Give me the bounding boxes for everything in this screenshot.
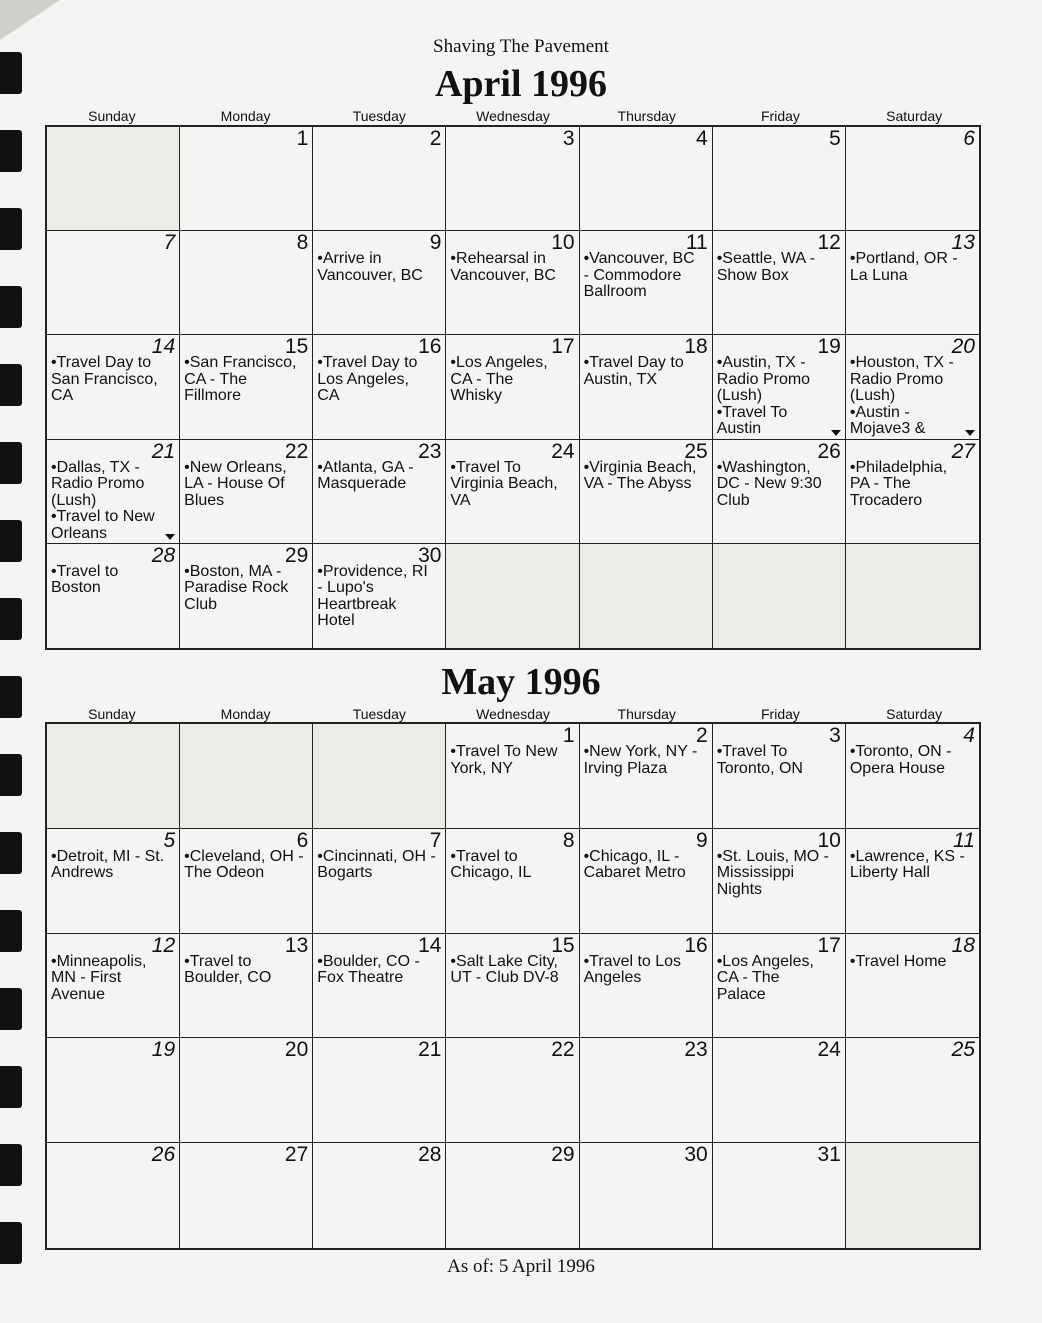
- event-entry[interactable]: •Austin, TX - Radio Promo (Lush): [716, 354, 811, 405]
- day-number: 9: [696, 828, 708, 852]
- event-list: [51, 564, 176, 597]
- calendar-day-cell[interactable]: [846, 1143, 979, 1248]
- event-entry[interactable]: •Travel to Boulder, CO: [184, 952, 272, 987]
- day-number: 17: [817, 933, 841, 957]
- day-number: 26: [817, 439, 841, 463]
- may-title: May 1996: [441, 661, 601, 703]
- event-entry[interactable]: •Cincinnati, OH - Bogarts: [317, 847, 436, 882]
- calendar-day-cell[interactable]: [446, 829, 579, 934]
- day-number: 3: [829, 724, 841, 747]
- calendar-day-cell[interactable]: [47, 231, 180, 335]
- day-number: 1: [562, 724, 575, 747]
- day-number: 7: [429, 828, 442, 852]
- weekday-label: Wednesday: [476, 108, 550, 124]
- calendar-day-cell[interactable]: [47, 934, 180, 1039]
- day-number: 22: [284, 439, 309, 463]
- event-entry[interactable]: •Travel to New Orleans: [51, 508, 155, 542]
- event-entry[interactable]: •Travel To New York, NY: [450, 743, 558, 777]
- may-weekday-header: [45, 706, 981, 722]
- calendar-day-cell[interactable]: [580, 1143, 713, 1248]
- binder-ring: [0, 130, 22, 172]
- binder-ring: [0, 1144, 22, 1186]
- day-number: 6: [296, 828, 309, 852]
- event-list: [51, 355, 176, 405]
- april-weekday-header: [45, 108, 981, 124]
- calendar-day-cell[interactable]: [580, 335, 713, 439]
- calendar-day-cell[interactable]: [47, 1143, 180, 1248]
- calendar-day-cell[interactable]: [313, 724, 446, 829]
- day-number: 22: [551, 1038, 575, 1062]
- calendar-day-cell[interactable]: [580, 231, 713, 335]
- day-number: 21: [418, 1038, 442, 1062]
- day-number: 12: [817, 231, 841, 255]
- calendar-day-cell[interactable]: [580, 724, 713, 829]
- calendar-day-cell[interactable]: [846, 440, 979, 544]
- event-entry[interactable]: •Travel to Boston: [51, 562, 119, 597]
- event-list: [51, 954, 176, 1004]
- calendar-day-cell[interactable]: [313, 127, 446, 231]
- calendar-day-cell[interactable]: [446, 724, 579, 829]
- calendar-day-cell[interactable]: [446, 335, 579, 439]
- weekday-label: Tuesday: [352, 108, 406, 124]
- calendar-day-cell[interactable]: [713, 231, 846, 335]
- calendar-day-cell[interactable]: [713, 724, 846, 829]
- event-entry[interactable]: •Rehearsal in Vancouver, BC: [450, 250, 556, 284]
- calendar-day-cell[interactable]: [446, 544, 579, 648]
- event-list: [717, 954, 842, 1004]
- day-number: 7: [163, 231, 176, 255]
- more-events-arrow-icon[interactable]: [165, 534, 175, 540]
- binder-ring: [0, 286, 22, 328]
- calendar-day-cell[interactable]: [580, 127, 713, 231]
- calendar-day-cell[interactable]: [180, 231, 313, 335]
- day-number: 14: [151, 335, 176, 359]
- day-number: 27: [951, 439, 975, 463]
- calendar-day-cell[interactable]: [713, 1143, 846, 1248]
- event-entry[interactable]: •Toronto, ON - Opera House: [849, 743, 952, 777]
- calendar-day-cell[interactable]: [846, 724, 979, 829]
- event-list: [51, 460, 176, 543]
- weekday-label: Saturday: [886, 108, 943, 124]
- event-list: [584, 744, 709, 777]
- more-events-arrow-icon[interactable]: [965, 430, 975, 436]
- day-number: 1: [296, 127, 309, 150]
- binder-ring: [0, 208, 22, 250]
- event-list: [184, 954, 309, 987]
- calendar-day-cell[interactable]: [446, 440, 579, 544]
- day-number: 24: [551, 439, 575, 463]
- day-number: 18: [951, 933, 975, 957]
- day-number: 25: [951, 1038, 975, 1062]
- event-list: [317, 460, 442, 493]
- event-list: [717, 849, 842, 899]
- event-entry[interactable]: •Travel To Toronto, ON: [716, 743, 803, 777]
- event-entry[interactable]: •New York, NY - Irving Plaza: [583, 743, 698, 777]
- calendar-day-cell[interactable]: [180, 127, 313, 231]
- calendar-day-cell[interactable]: [446, 1038, 579, 1143]
- event-entry[interactable]: •Minneapolis, MN - First Avenue: [51, 952, 147, 1003]
- calendar-day-cell[interactable]: [47, 335, 180, 439]
- calendar-day-cell[interactable]: [446, 1143, 579, 1248]
- calendar-day-cell[interactable]: [713, 127, 846, 231]
- calendar-day-cell[interactable]: [47, 724, 180, 829]
- day-number: 11: [685, 231, 708, 255]
- event-list: [184, 355, 309, 405]
- day-number: 18: [684, 335, 708, 359]
- event-entry[interactable]: •Virginia Beach, VA - The Abyss: [583, 458, 697, 493]
- event-list: [584, 954, 709, 987]
- binder-ring: [0, 520, 22, 562]
- calendar-day-cell[interactable]: [713, 544, 846, 648]
- may-calendar-grid: [45, 722, 981, 1250]
- event-list: [850, 251, 976, 284]
- event-entry[interactable]: •Dallas, TX - Radio Promo (Lush): [51, 458, 145, 509]
- calendar-day-cell[interactable]: [846, 1038, 979, 1143]
- event-list: [717, 744, 842, 777]
- event-entry[interactable]: •Travel Home: [849, 952, 947, 970]
- event-entry[interactable]: •Atlanta, GA - Masquerade: [317, 458, 414, 493]
- calendar-day-cell[interactable]: [180, 1143, 313, 1248]
- event-entry[interactable]: •Austin - Mojave3 &: [849, 403, 926, 438]
- event-entry[interactable]: •Washington, DC - New 9:30 Club: [716, 458, 822, 509]
- calendar-day-cell[interactable]: [580, 544, 713, 648]
- day-number: 13: [284, 933, 309, 957]
- calendar-day-cell[interactable]: [313, 1038, 446, 1143]
- day-number: 5: [163, 828, 176, 852]
- day-number: 5: [829, 127, 841, 150]
- day-number: 20: [951, 335, 975, 359]
- calendar-day-cell[interactable]: [846, 544, 979, 648]
- day-number: 17: [551, 335, 575, 359]
- weekday-label: Wednesday: [476, 706, 550, 722]
- binder-ring: [0, 364, 22, 406]
- calendar-day-cell[interactable]: [180, 724, 313, 829]
- calendar-day-cell[interactable]: [180, 544, 313, 648]
- calendar-day-cell[interactable]: [313, 544, 446, 648]
- event-list: [450, 460, 575, 510]
- event-entry[interactable]: •Travel To Austin: [716, 403, 788, 438]
- event-entry[interactable]: •San Francisco, CA - The Fillmore: [184, 354, 297, 405]
- calendar-day-cell[interactable]: [846, 934, 979, 1039]
- calendar-day-cell[interactable]: [313, 829, 446, 934]
- day-number: 26: [151, 1143, 176, 1167]
- day-number: 12: [151, 933, 176, 957]
- event-list: [584, 251, 709, 301]
- calendar-day-cell[interactable]: [446, 231, 579, 335]
- calendar-day-cell[interactable]: [713, 1038, 846, 1143]
- day-number: 13: [951, 231, 975, 255]
- calendar-day-cell[interactable]: [846, 231, 979, 335]
- calendar-day-cell[interactable]: [47, 829, 180, 934]
- event-entry[interactable]: •Lawrence, KS - Liberty Hall: [849, 847, 965, 882]
- calendar-day-cell[interactable]: [180, 934, 313, 1039]
- calendar-day-cell[interactable]: [713, 440, 846, 544]
- calendar-day-cell[interactable]: [713, 335, 846, 439]
- event-entry[interactable]: •Travel Day to Los Angeles, CA: [317, 354, 418, 405]
- weekday-label: Friday: [761, 108, 800, 124]
- event-entry[interactable]: •Vancouver, BC - Commodore Ballroom: [583, 250, 695, 301]
- event-entry[interactable]: •Houston, TX - Radio Promo (Lush): [849, 354, 954, 405]
- event-list: [717, 355, 842, 438]
- binder-ring: [0, 598, 22, 640]
- calendar-day-cell[interactable]: [580, 1038, 713, 1143]
- calendar-day-cell[interactable]: [313, 1143, 446, 1248]
- event-entry[interactable]: •Los Angeles, CA - The Whisky: [450, 354, 548, 405]
- calendar-day-cell[interactable]: [846, 829, 979, 934]
- calendar-day-cell[interactable]: [846, 127, 979, 231]
- event-entry[interactable]: •St. Louis, MO - Mississippi Nights: [716, 847, 829, 898]
- event-list: [584, 355, 709, 388]
- day-number: 15: [551, 933, 575, 957]
- day-number: 2: [429, 127, 442, 150]
- day-number: 23: [418, 439, 442, 463]
- day-number: 30: [684, 1143, 708, 1167]
- april-calendar-grid: [45, 125, 981, 650]
- day-number: 3: [562, 127, 575, 150]
- event-list: [850, 849, 976, 882]
- calendar-day-cell[interactable]: [180, 440, 313, 544]
- day-number: 29: [284, 543, 309, 567]
- event-entry[interactable]: •Chicago, IL - Cabaret Metro: [583, 847, 686, 882]
- day-number: 21: [151, 439, 176, 463]
- day-number: 24: [817, 1038, 841, 1062]
- event-list: [850, 460, 976, 510]
- day-number: 16: [684, 933, 708, 957]
- day-number: 29: [551, 1143, 575, 1167]
- event-entry[interactable]: •Los Angeles, CA - The Palace: [716, 952, 814, 1003]
- weekday-label: Monday: [220, 108, 271, 124]
- calendar-day-cell[interactable]: [313, 231, 446, 335]
- day-number: 14: [418, 933, 442, 957]
- more-events-arrow-icon[interactable]: [831, 430, 841, 436]
- calendar-day-cell[interactable]: [180, 335, 313, 439]
- weekday-label: Monday: [220, 706, 271, 722]
- day-number: 4: [696, 127, 708, 150]
- calendar-day-cell[interactable]: [446, 934, 579, 1039]
- event-list: [584, 849, 709, 882]
- day-number: 9: [429, 231, 442, 255]
- day-number: 28: [418, 1143, 442, 1167]
- event-list: [850, 744, 976, 777]
- binder-ring: [0, 832, 22, 874]
- calendar-day-cell[interactable]: [47, 127, 180, 231]
- binder-ring: [0, 1066, 22, 1108]
- event-entry[interactable]: •Boston, MA - Paradise Rock Club: [184, 562, 289, 613]
- weekday-label: Sunday: [88, 706, 136, 722]
- weekday-label: Saturday: [886, 706, 943, 722]
- weekday-label: Thursday: [617, 706, 676, 722]
- day-number: 19: [151, 1038, 176, 1062]
- day-number: 10: [551, 231, 575, 255]
- day-number: 28: [151, 543, 176, 567]
- calendar-day-cell[interactable]: [713, 829, 846, 934]
- event-list: [450, 251, 575, 284]
- event-entry[interactable]: •Portland, OR - La Luna: [849, 250, 958, 284]
- day-number: 2: [696, 724, 708, 747]
- calendar-day-cell[interactable]: [580, 440, 713, 544]
- day-number: 11: [953, 828, 975, 852]
- event-entry[interactable]: •Seattle, WA - Show Box: [716, 250, 816, 284]
- event-entry[interactable]: •Salt Lake City, UT - Club DV-8: [450, 952, 559, 987]
- event-entry[interactable]: •Travel to Chicago, IL: [450, 847, 532, 882]
- day-number: 10: [817, 828, 841, 852]
- as-of-date: As of: 5 April 1996: [447, 1256, 595, 1277]
- calendar-day-cell[interactable]: [846, 335, 979, 439]
- calendar-day-cell[interactable]: [313, 440, 446, 544]
- event-list: [317, 251, 442, 284]
- event-list: [850, 355, 976, 438]
- calendar-day-cell[interactable]: [47, 440, 180, 544]
- event-list: [317, 849, 442, 882]
- event-list: [717, 460, 842, 510]
- day-number: 19: [817, 335, 841, 359]
- event-list: [51, 849, 176, 882]
- weekday-label: Friday: [761, 706, 800, 722]
- calendar-day-cell[interactable]: [313, 335, 446, 439]
- event-list: [717, 251, 842, 284]
- event-entry[interactable]: •Travel to Los Angeles: [583, 952, 682, 987]
- event-entry[interactable]: •New Orleans, LA - House Of Blues: [184, 458, 287, 509]
- calendar-day-cell[interactable]: [446, 127, 579, 231]
- day-number: 16: [418, 335, 442, 359]
- event-entry[interactable]: •Cleveland, OH - The Odeon: [184, 847, 304, 882]
- day-number: 25: [684, 439, 708, 463]
- folded-corner: [0, 0, 60, 40]
- calendar-day-cell[interactable]: [180, 829, 313, 934]
- day-number: 20: [284, 1038, 309, 1062]
- day-number: 15: [284, 335, 309, 359]
- calendar-day-cell[interactable]: [580, 829, 713, 934]
- calendar-day-cell[interactable]: [580, 934, 713, 1039]
- calendar-day-cell[interactable]: [47, 1038, 180, 1143]
- event-list: [184, 849, 309, 882]
- binder-ring: [0, 754, 22, 796]
- event-list: [184, 564, 309, 614]
- event-list: [450, 849, 575, 882]
- calendar-day-cell[interactable]: [713, 934, 846, 1039]
- calendar-day-cell[interactable]: [313, 934, 446, 1039]
- event-list: [317, 564, 442, 630]
- binder-ring: [0, 910, 22, 952]
- event-list: [317, 954, 442, 987]
- event-list: [450, 744, 575, 777]
- event-list: [317, 355, 442, 405]
- day-number: 27: [284, 1143, 309, 1167]
- weekday-label: Tuesday: [352, 706, 406, 722]
- event-entry[interactable]: •Travel Day to San Francisco, CA: [51, 354, 158, 405]
- event-entry[interactable]: •Travel To Virginia Beach, VA: [450, 458, 558, 509]
- event-entry[interactable]: •Philadelphia, PA - The Trocadero: [849, 458, 948, 509]
- event-entry[interactable]: •Providence, RI - Lupo's Heartbreak Hotel: [317, 562, 428, 630]
- day-number: 6: [963, 127, 975, 150]
- event-list: [450, 355, 575, 405]
- calendar-day-cell[interactable]: [180, 1038, 313, 1143]
- event-list: [850, 954, 976, 971]
- weekday-label: Sunday: [88, 108, 136, 124]
- weekday-label: Thursday: [617, 108, 676, 124]
- event-list: [184, 460, 309, 510]
- event-entry[interactable]: •Travel Day to Austin, TX: [583, 354, 684, 388]
- binder-ring: [0, 442, 22, 484]
- calendar-day-cell[interactable]: [47, 544, 180, 648]
- day-number: 4: [963, 724, 975, 747]
- event-entry[interactable]: •Arrive in Vancouver, BC: [317, 250, 423, 284]
- april-title: April 1996: [434, 63, 608, 105]
- event-list: [450, 954, 575, 987]
- event-list: [584, 460, 709, 493]
- event-entry[interactable]: •Boulder, CO - Fox Theatre: [317, 952, 420, 987]
- day-number: 8: [562, 828, 575, 852]
- document-title: Shaving The Pavement: [433, 36, 609, 57]
- day-number: 8: [296, 231, 309, 255]
- day-number: 31: [817, 1143, 841, 1167]
- binder-ring: [0, 988, 22, 1030]
- day-number: 30: [418, 543, 442, 567]
- event-entry[interactable]: •Detroit, MI - St. Andrews: [51, 847, 165, 882]
- day-number: 23: [684, 1038, 708, 1062]
